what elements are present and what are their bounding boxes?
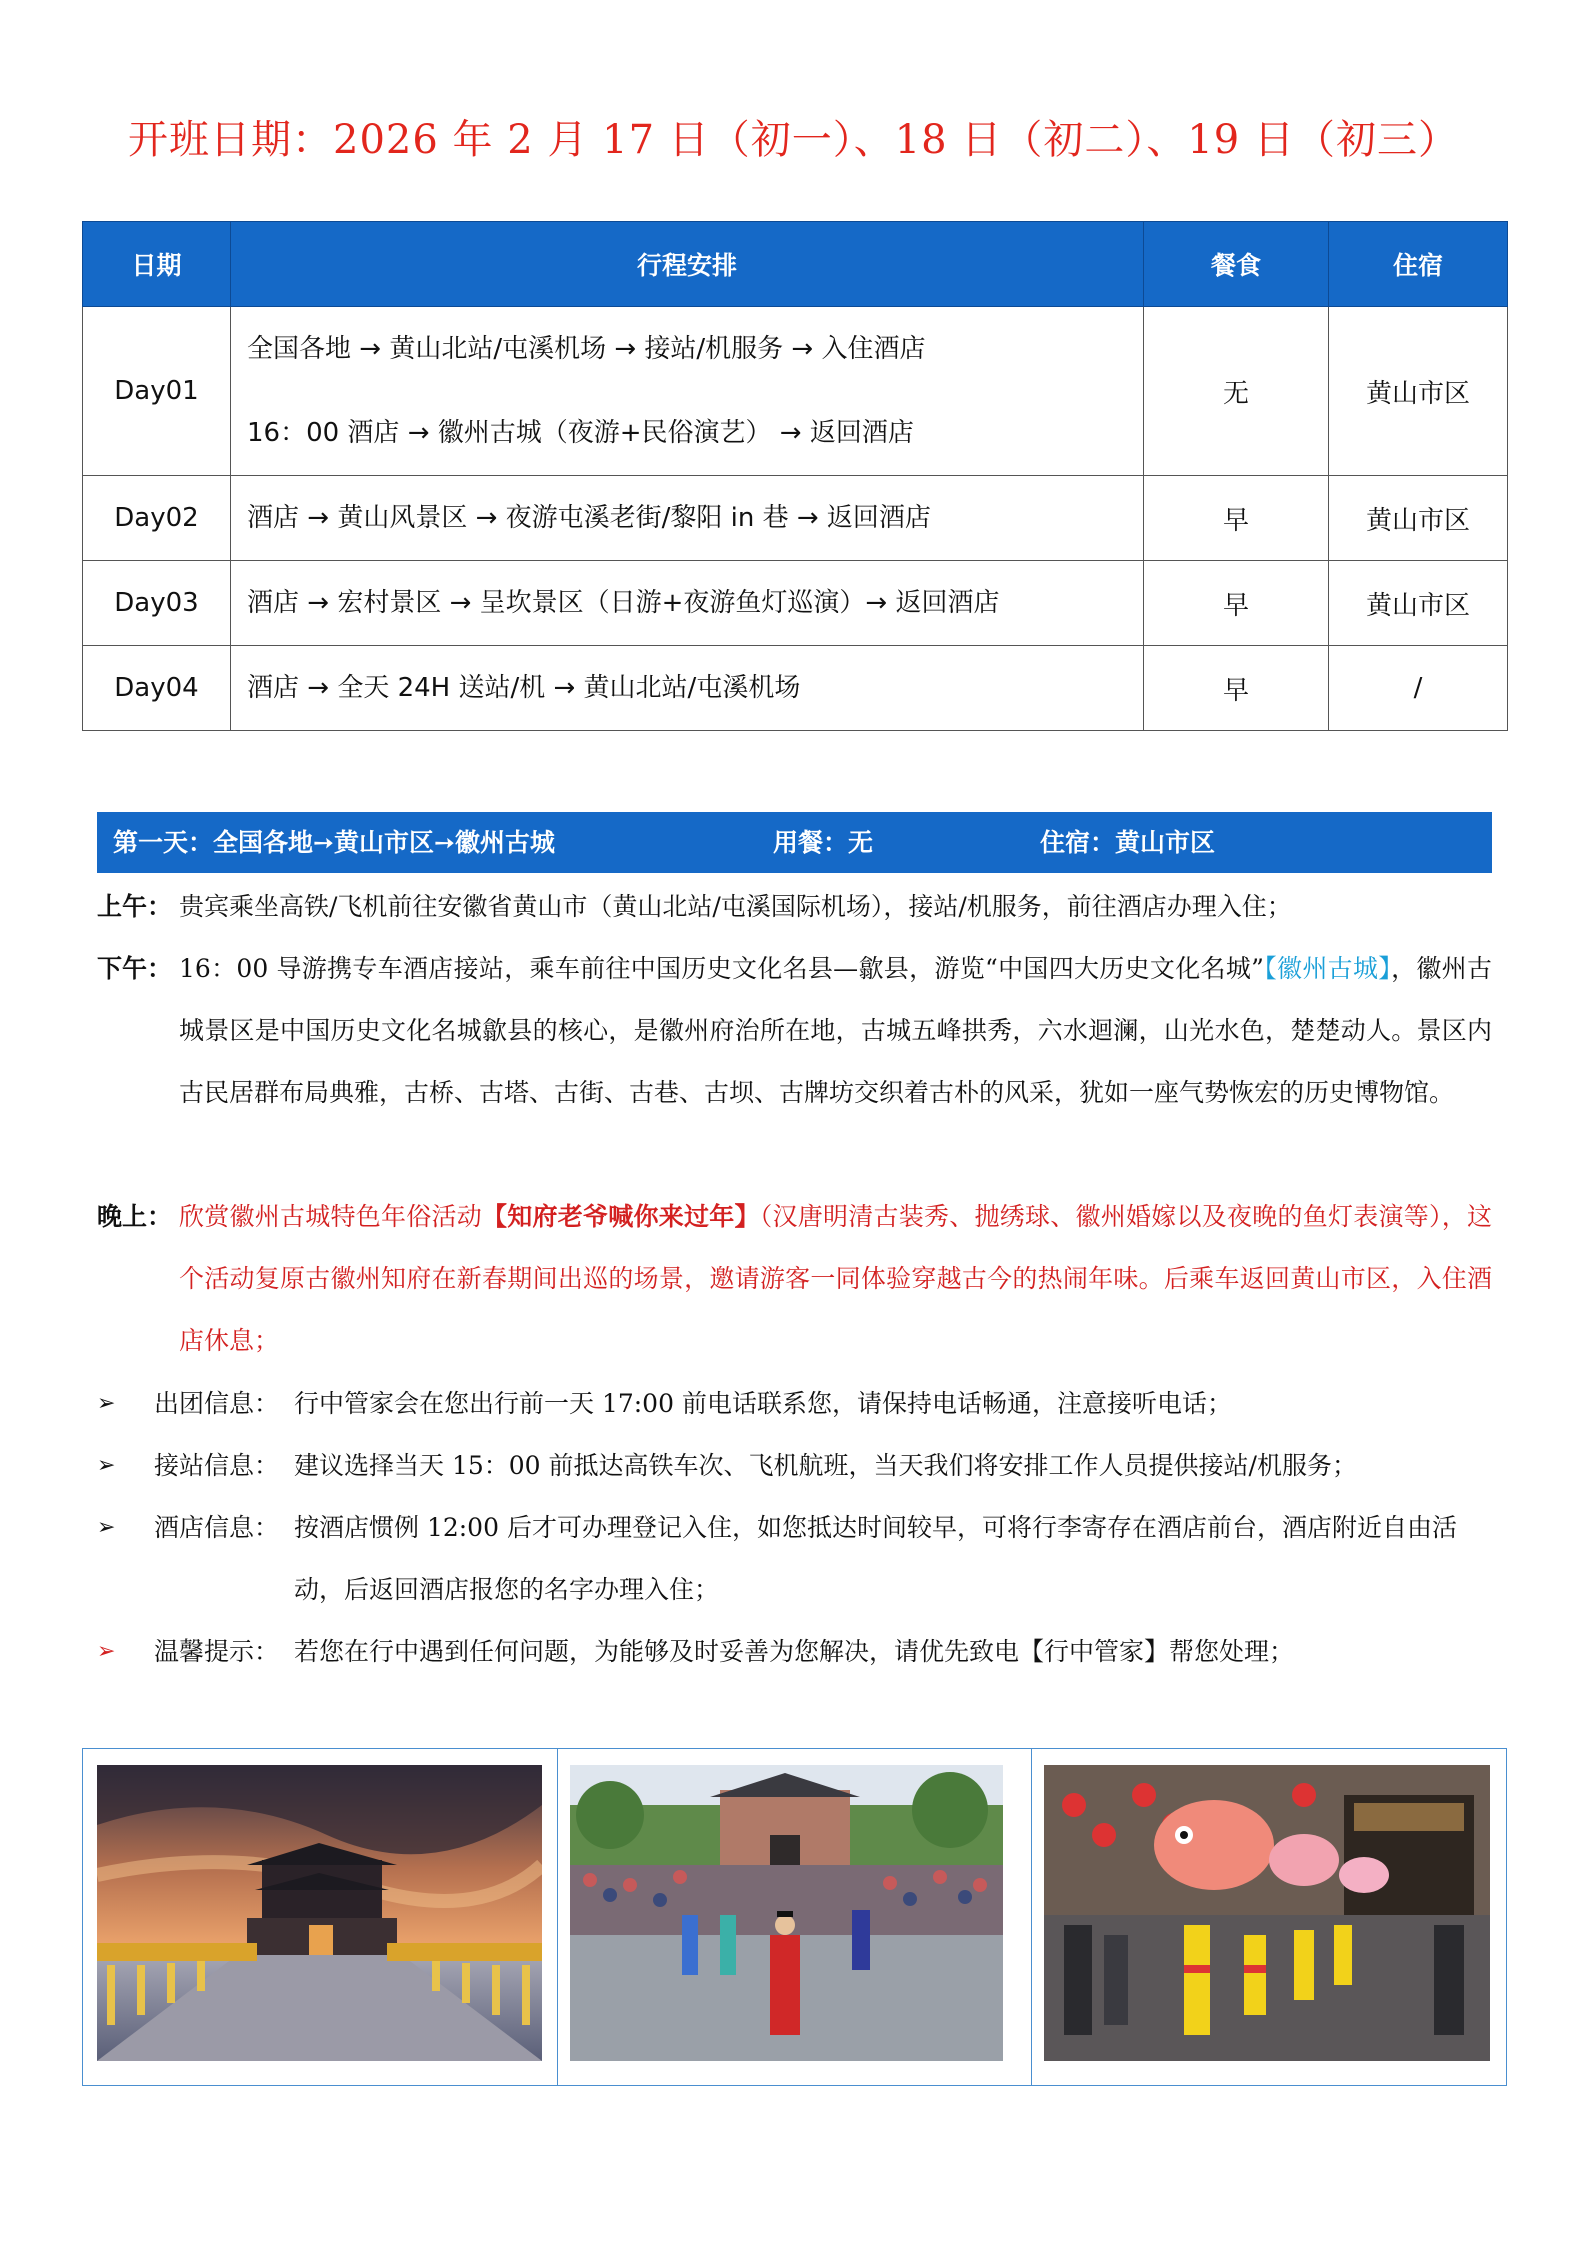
morning-text: 贵宾乘坐高铁/飞机前往安徽省黄山市（黄山北站/屯溪国际机场），接站/机服务，前往酒店办理入住； (179, 892, 1292, 921)
photo-cell (1032, 1749, 1506, 2085)
afternoon-highlight: 【徽州古城】 (1263, 954, 1392, 983)
row-meal: 早 (1144, 476, 1329, 561)
evening-label: 晚上： (97, 1202, 173, 1231)
evening-highlight: 【知府老爷喊你来过年】 (482, 1202, 760, 1231)
row-hotel: 黄山市区 (1329, 561, 1508, 646)
costume-parade-photo (570, 1765, 1003, 2061)
bullet-item (97, 1497, 1492, 1621)
afternoon-text-b: ，徽州古城景区是中国历史文化名城歙县的核心，是徽州府治所在地，古城五峰拱秀，六水迴澜，山光水色，楚楚动人。景区内古民居群布局典雅，古桥、古塔、古街、古巷、古坝、古牌坊交织着古朴的风采，犹如一座气势恢宏的历史博物馆。 (179, 954, 1492, 1107)
bullet-item (97, 1373, 1492, 1435)
bullet-item (97, 1435, 1492, 1497)
table-row (83, 646, 1508, 731)
bullet-text: 若您在行中遇到任何问题，为能够及时妥善为您解决，请优先致电【行中管家】帮您处理； (294, 1637, 1295, 1666)
photo-cell (83, 1749, 558, 2085)
table-row (83, 561, 1508, 646)
row-meal: 早 (1144, 561, 1329, 646)
arrow-bullet-icon: ➢ (97, 1515, 116, 1540)
bullet-text: 按酒店惯例 12:00 后才可办理登记入住，如您抵达时间较早，可将行李寄存在酒店前台，酒店附近自由活动，后返回酒店报您的名字办理入住； (294, 1513, 1457, 1604)
bullet-label: 出团信息： (154, 1389, 280, 1418)
evening-paragraph (97, 1186, 1492, 1372)
header-route: 行程安排 (231, 222, 1144, 307)
bullet-label: 温馨提示： (154, 1637, 280, 1666)
row-day: Day01 (83, 307, 231, 476)
row-meal: 早 (1144, 646, 1329, 731)
bullet-label: 接站信息： (154, 1451, 280, 1480)
photo-cell (558, 1749, 1033, 2085)
fish-lantern-parade-photo (1044, 1765, 1490, 2061)
evening-text-b: （汉唐明清古装秀、抛绣球、徽州婚嫁以及夜晚的鱼灯表演等），这个活动复原古徽州知府在新春期间出巡的场景，邀请游客一同体验穿越古今的热闹年味。后乘车返回黄山市区，入住酒店休息； (179, 1202, 1492, 1355)
morning-paragraph (97, 876, 1492, 938)
row-route: 酒店 → 全天 24H 送站/机 → 黄山北站/屯溪机场 (231, 646, 1144, 731)
morning-label: 上午： (97, 892, 173, 921)
row-meal: 无 (1144, 307, 1329, 476)
arrow-bullet-icon: ➢ (97, 1639, 116, 1664)
row-route: 酒店 → 黄山风景区 → 夜游屯溪老街/黎阳 in 巷 → 返回酒店 (231, 476, 1144, 561)
table-header-row (83, 222, 1508, 307)
day1-meal: 用餐：无 (773, 828, 874, 857)
header-date: 日期 (83, 222, 231, 307)
city-gate-sunset-photo (97, 1765, 542, 2061)
page-title: 开班日期：2026 年 2 月 17 日（初一）、18 日（初二）、19 日（初三） (128, 117, 1459, 163)
afternoon-text (97, 938, 1492, 1124)
row-day: Day04 (83, 646, 231, 731)
row-hotel: 黄山市区 (1329, 476, 1508, 561)
row-hotel: / (1329, 646, 1508, 731)
evening-text (97, 1186, 1492, 1372)
day1-title: 第一天：全国各地➙黄山市区➙徽州古城 (113, 828, 555, 857)
row-hotel: 黄山市区 (1329, 307, 1508, 476)
row-day: Day03 (83, 561, 231, 646)
afternoon-text-a: 16：00 导游携专车酒店接站，乘车前往中国历史文化名县—歙县，游览“中国四大历史文化名城” (179, 954, 1264, 983)
table-row (83, 307, 1508, 476)
bullet-item (97, 1621, 1492, 1683)
row-route (231, 307, 1144, 476)
itinerary-table (82, 221, 1508, 731)
bullet-label: 酒店信息： (154, 1513, 280, 1542)
day1-header-band (97, 812, 1492, 873)
row-day: Day02 (83, 476, 231, 561)
row-route: 酒店 → 宏村景区 → 呈坎景区（日游+夜游鱼灯巡演）→ 返回酒店 (231, 561, 1144, 646)
header-meal: 餐食 (1144, 222, 1329, 307)
route-line: 全国各地 → 黄山北站/屯溪机场 → 接站/机服务 → 入住酒店 (247, 334, 926, 364)
evening-text-a: 欣赏徽州古城特色年俗活动 (179, 1202, 482, 1231)
day1-hotel: 住宿：黄山市区 (1040, 828, 1216, 857)
arrow-bullet-icon: ➢ (97, 1453, 116, 1478)
afternoon-label: 下午： (97, 954, 173, 983)
table-row (83, 476, 1508, 561)
bullet-text: 建议选择当天 15：00 前抵达高铁车次、飞机航班，当天我们将安排工作人员提供接站/机服务； (294, 1451, 1357, 1480)
bullet-text: 行中管家会在您出行前一天 17:00 前电话联系您，请保持电话畅通，注意接听电话； (294, 1389, 1232, 1418)
afternoon-paragraph (97, 938, 1492, 1124)
header-hotel: 住宿 (1329, 222, 1508, 307)
photo-strip (82, 1748, 1507, 2086)
route-line: 16：00 酒店 → 徽州古城（夜游+民俗演艺） → 返回酒店 (247, 418, 914, 448)
arrow-bullet-icon: ➢ (97, 1391, 116, 1416)
